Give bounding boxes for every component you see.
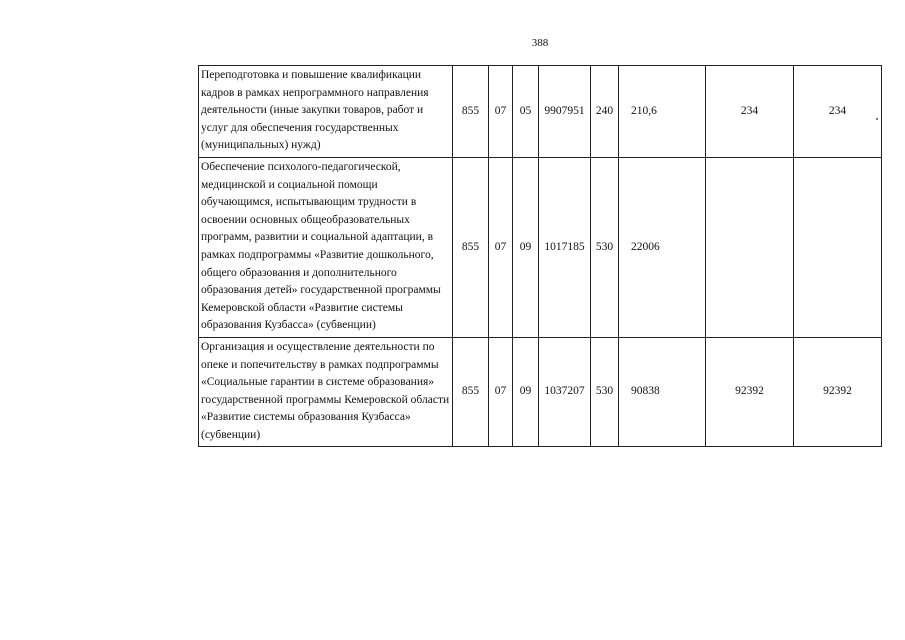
amount-2-cell: 234 bbox=[706, 66, 794, 158]
amount-2-cell: 92392 bbox=[706, 337, 794, 447]
amount-2-cell bbox=[706, 157, 794, 337]
row-description: Организация и осуществление деятельности по опеке и попечительству в рамках подпрограммы «Социальные гарантии в системе образования» государственной программы Кемеровской области «Развитие системы образования Кузбасса» (субвенции) bbox=[199, 337, 453, 447]
subsection-code-cell: 09 bbox=[513, 337, 539, 447]
row-description: Обеспечение психолого-педагогической, медицинской и социальной помощи обучающимся, испытывающим трудности в освоении основных общеобразовательных программ, развитии и социальной адаптации, в рамках подпрограммы «Развитие дошкольного, общего образования и дополнительного образования детей» государственной программы Кемеровской области «Развитие системы образования Кузбасса» (субвенции) bbox=[199, 157, 453, 337]
expense-type-cell: 530 bbox=[591, 157, 619, 337]
page-number: 388 bbox=[531, 37, 549, 49]
ministry-code-cell: 855 bbox=[453, 337, 489, 447]
table-row bbox=[199, 157, 882, 337]
budget-table bbox=[198, 65, 882, 447]
amount-3-cell bbox=[794, 157, 882, 337]
expense-type-cell: 530 bbox=[591, 337, 619, 447]
target-item-cell: 9907951 bbox=[539, 66, 591, 158]
scan-speck bbox=[876, 118, 878, 120]
subsection-code-cell: 09 bbox=[513, 157, 539, 337]
section-code-cell: 07 bbox=[489, 337, 513, 447]
amount-3-cell: 92392 bbox=[794, 337, 882, 447]
amount-1-cell: 210,6 bbox=[619, 66, 706, 158]
expense-type-cell: 240 bbox=[591, 66, 619, 158]
row-description: Переподготовка и повышение квалификации кадров в рамках непрограммного направления деятельности (иные закупки товаров, работ и услуг для обеспечения государственных (муниципальных) нужд) bbox=[199, 66, 453, 158]
target-item-cell: 1037207 bbox=[539, 337, 591, 447]
amount-3-cell: 234 bbox=[794, 66, 882, 158]
amount-1-cell: 22006 bbox=[619, 157, 706, 337]
target-item-cell: 1017185 bbox=[539, 157, 591, 337]
table-row bbox=[199, 66, 882, 158]
ministry-code-cell: 855 bbox=[453, 157, 489, 337]
subsection-code-cell: 05 bbox=[513, 66, 539, 158]
ministry-code-cell: 855 bbox=[453, 66, 489, 158]
section-code-cell: 07 bbox=[489, 157, 513, 337]
section-code-cell: 07 bbox=[489, 66, 513, 158]
table-row bbox=[199, 337, 882, 447]
amount-1-cell: 90838 bbox=[619, 337, 706, 447]
